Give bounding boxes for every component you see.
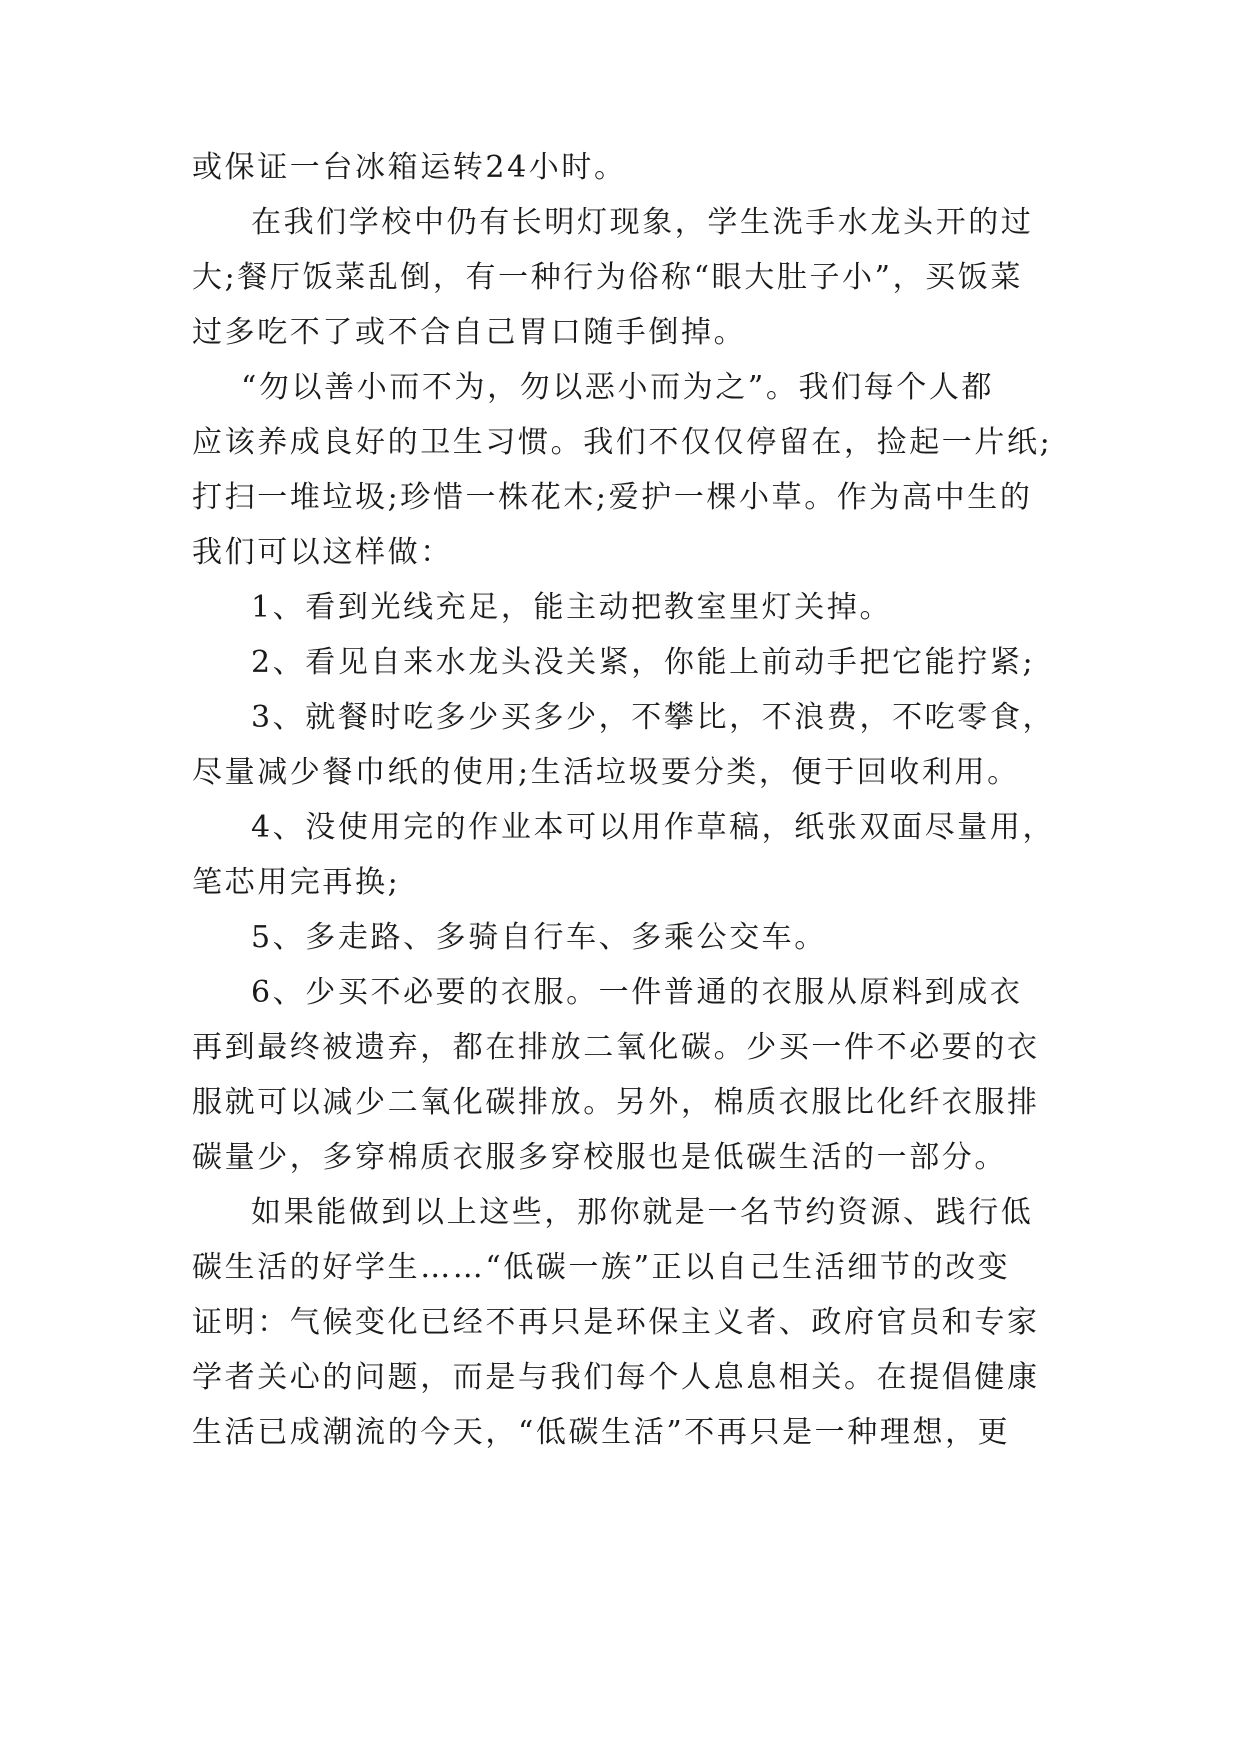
- list-item: 2、看见自来水龙头没关紧，你能上前动手把它能拧紧;: [251, 645, 1036, 680]
- text-line: 学者关心的问题，而是与我们每个人息息相关。在提倡健康: [192, 1360, 1040, 1395]
- text-line: 大;餐厅饭菜乱倒，有一种行为俗称“眼大肚子小”，买饭菜: [192, 260, 1023, 295]
- text-line: 或保证一台冰箱运转24小时。: [192, 150, 627, 185]
- text-line: 我们可以这样做：: [192, 535, 453, 570]
- text-line: 过多吃不了或不合自己胃口随手倒掉。: [192, 315, 747, 350]
- text-line: 尽量减少餐巾纸的使用;生活垃圾要分类，便于回收利用。: [192, 755, 1020, 790]
- text-line: 证明：气候变化已经不再只是环保主义者、政府官员和专家: [192, 1305, 1040, 1340]
- list-item: 3、就餐时吃多少买多少，不攀比，不浪费，不吃零食，: [251, 700, 1056, 735]
- paragraph-line: 在我们学校中仍有长明灯现象，学生洗手水龙头开的过: [251, 205, 1034, 240]
- list-item: 6、少买不必要的衣服。一件普通的衣服从原料到成衣: [251, 975, 1023, 1010]
- text-line: 打扫一堆垃圾;珍惜一株花木;爱护一棵小草。作为高中生的: [192, 480, 1033, 515]
- text-line: 碳生活的好学生……“低碳一族”正以自己生活细节的改变: [192, 1250, 1011, 1285]
- text-line: 服就可以减少二氧化碳排放。另外，棉质衣服比化纤衣服排: [192, 1085, 1040, 1120]
- text-line: 应该养成良好的卫生习惯。我们不仅仅停留在，捡起一片纸;: [192, 425, 1053, 460]
- list-item: 5、多走路、多骑自行车、多乘公交车。: [251, 920, 827, 955]
- text-line: 再到最终被遗弃，都在排放二氧化碳。少买一件不必要的衣: [192, 1030, 1040, 1065]
- paragraph-line: 如果能做到以上这些，那你就是一名节约资源、践行低: [251, 1195, 1034, 1230]
- list-item: 1、看到光线充足，能主动把教室里灯关掉。: [251, 590, 893, 625]
- text-line: 碳量少，多穿棉质衣服多穿校服也是低碳生活的一部分。: [192, 1140, 1007, 1175]
- quote-line: “勿以善小而不为，勿以恶小而为之”。我们每个人都: [241, 370, 995, 405]
- text-line: 生活已成潮流的今天，“低碳生活”不再只是一种理想，更: [192, 1415, 1011, 1450]
- list-item: 4、没使用完的作业本可以用作草稿，纸张双面尽量用，: [251, 810, 1056, 845]
- text-line: 笔芯用完再换;: [192, 865, 401, 900]
